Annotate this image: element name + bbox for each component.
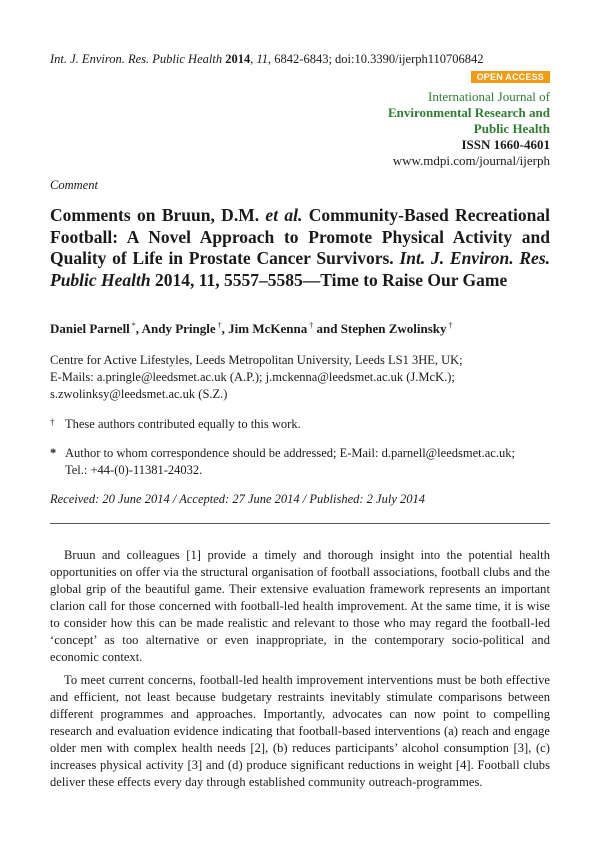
author-mark: † <box>307 321 314 330</box>
author-list: Daniel Parnell *, Andy Pringle †, Jim McKenna † and Stephen Zwolinsky † <box>50 321 453 336</box>
author-name: Daniel Parnell <box>50 321 130 336</box>
affiliation <box>50 352 550 403</box>
author-name: Andy Pringle <box>141 321 216 336</box>
article-type: Comment <box>50 178 98 192</box>
body-paragraph: To meet current concerns, football-led health improvement interventions must be both effective and efficient, not least because budgetary restraints inevitably stimulate comparisons between different programmes and approaches. Importantly, advocates can now point to compelling research and evaluation evidence indicating that football-based interventions (a) reach and engage older men with complex health needs [2], (b) reduces participants’ alcohol consumption [3], (c) increases physical activity [3] and (d) produce significant reductions in weight [4]. Football clubs deliver these effects every day through established community outreach-programmes. <box>50 673 550 789</box>
journal-citation: Int. J. Environ. Res. Public Health 2014, 11, 6842-6843; doi:10.3390/ijerph110706842 <box>50 52 484 66</box>
journal-url[interactable]: www.mdpi.com/journal/ijerph <box>392 153 550 168</box>
affiliation-line: s.zwolinksy@leedsmet.ac.uk (S.Z.) <box>50 387 228 401</box>
affiliation-line: Centre for Active Lifestyles, Leeds Metropolitan University, Leeds LS1 3HE, UK; <box>50 353 463 367</box>
journal-block <box>388 89 550 169</box>
divider <box>50 523 550 524</box>
journal-name-line2: Environmental Research and <box>387 105 550 120</box>
dagger-mark: † <box>50 417 55 427</box>
correspondence-note: * Author to whom correspondence should be addressed; E-Mail: d.parnell@leedsmet.ac.uk; Tel.: +44-(0)-11381-24032. <box>50 446 515 477</box>
article-body <box>50 547 550 797</box>
citation-volume: 11 <box>256 52 269 66</box>
citation-journal: Int. J. Environ. Res. Public Health <box>50 52 223 66</box>
article-title: Comments on Bruun, D.M. et al. Community-Based Recreational Football: A Novel Approach to Promote Physical Activity and Quality of Life in Prostate Cancer Survivors. Int. J. Environ. Res. Public Health 2014, 11, 5557–5585—Time to Raise Our Game <box>50 205 551 290</box>
body-paragraph: Bruun and colleagues [1] provide a timely and thorough insight into the potential health opportunities on offer via the structural organisation of football associations, football clubs and the global grip of the beautiful game. Their extensive evaluation framework represents an important clarion call for those concerned with football-led health improvement. At the same time, it is wise to consider how this can be made realistic and relevant to those who may regard the football-led ‘concept’ as too alternative or even inappropriate, in the contemporary socio-political and economic context. <box>50 548 550 664</box>
citation-pages-doi: , 6842-6843; doi:10.3390/ijerph110706842 <box>268 52 484 66</box>
equal-contribution-note: † These authors contributed equally to this work. <box>50 416 550 433</box>
journal-name-line3: Public Health <box>473 121 550 136</box>
journal-name-line1: International Journal of <box>427 89 550 104</box>
author-mark: † <box>215 321 222 330</box>
author-name: Stephen Zwolinsky <box>340 321 447 336</box>
author-mark: † <box>446 321 453 330</box>
asterisk-mark: * <box>50 446 57 460</box>
affiliation-line: E-Mails: a.pringle@leedsmet.ac.uk (A.P.); j.mckenna@leedsmet.ac.uk (J.McK.); <box>50 370 455 384</box>
author-name: Jim McKenna <box>228 321 308 336</box>
publication-dates: Received: 20 June 2014 / Accepted: 27 June 2014 / Published: 2 July 2014 <box>50 492 425 506</box>
journal-issn: ISSN 1660-4601 <box>461 137 550 152</box>
citation-year: 2014 <box>225 52 251 66</box>
author-mark: * <box>129 321 136 330</box>
open-access-badge: OPEN ACCESS <box>471 71 550 83</box>
